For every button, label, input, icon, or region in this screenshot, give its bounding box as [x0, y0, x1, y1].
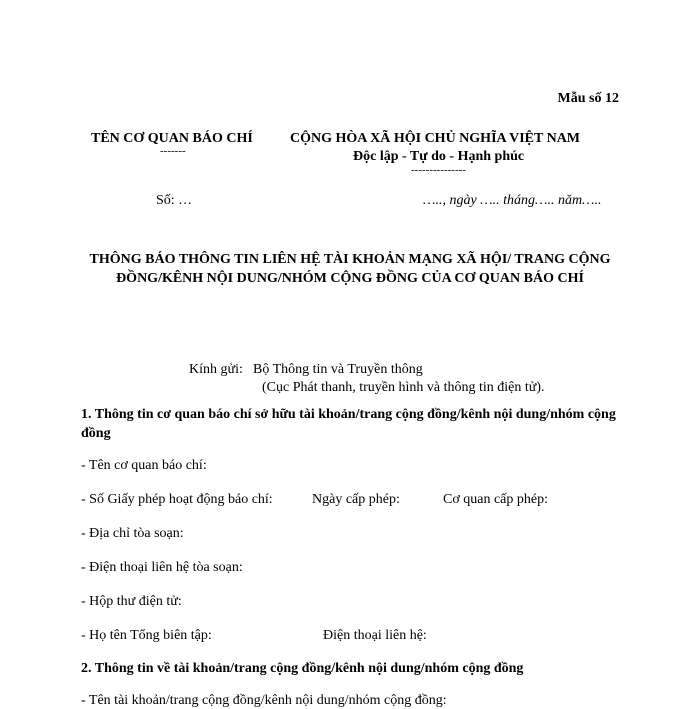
section2-first-item: - Tên tài khoản/trang cộng đồng/kênh nội dung/nhóm cộng đồng: [81, 693, 447, 708]
section1-heading: 1. Thông tin cơ quan báo chí sở hữu tài khoản/trang cộng đồng/kênh nội dung/nhóm cộng đồng [81, 407, 616, 441]
field-agency-name: - Tên cơ quan báo chí: [81, 458, 207, 473]
recipient-line1: Bộ Thông tin và Truyền thông [253, 362, 423, 377]
field-address: - Địa chỉ tòa soạn: [81, 526, 184, 541]
field-email: - Hộp thư điện tử: [81, 594, 182, 609]
document-title: THÔNG BÁO THÔNG TIN LIÊN HỆ TÀI KHOẢN MẠNG XÃ HỘI/ TRANG CỘNG ĐỒNG/KÊNH NỘI DUNG/NHÓM CỘNG ĐỒNG CỦA CƠ QUAN BÁO CHÍ [89, 252, 611, 286]
field-phone: - Điện thoại liên hệ tòa soạn: [81, 560, 243, 575]
agency-label: TÊN CƠ QUAN BÁO CHÍ [91, 131, 253, 146]
nation-title: CỘNG HÒA XÃ HỘI CHỦ NGHĨA VIỆT NAM [290, 131, 581, 146]
document-number: Số: … [156, 193, 193, 208]
form-number: Mẫu số 12 [557, 91, 619, 106]
section2-heading: 2. Thông tin về tài khoản/trang cộng đồng/kênh nội dung/nhóm cộng đồng [81, 661, 524, 676]
motto: Độc lập - Tự do - Hạnh phúc [353, 149, 525, 164]
field-issue-date: Ngày cấp phép: [312, 492, 400, 507]
agency-rule: ------- [160, 145, 186, 157]
field-editor: - Họ tên Tổng biên tập: [81, 628, 212, 643]
recipient-line2: (Cục Phát thanh, truyền hình và thông tin điện tử). [262, 380, 545, 395]
field-issuer: Cơ quan cấp phép: [443, 492, 548, 507]
date-line: ….., ngày ….. tháng….. năm….. [423, 193, 602, 208]
field-editor-phone: Điện thoại liên hệ: [323, 628, 427, 643]
recipient-label: Kính gửi: [189, 362, 243, 377]
field-license-number: - Số Giấy phép hoạt động báo chí: [81, 492, 273, 507]
motto-rule: --------------- [411, 164, 466, 176]
